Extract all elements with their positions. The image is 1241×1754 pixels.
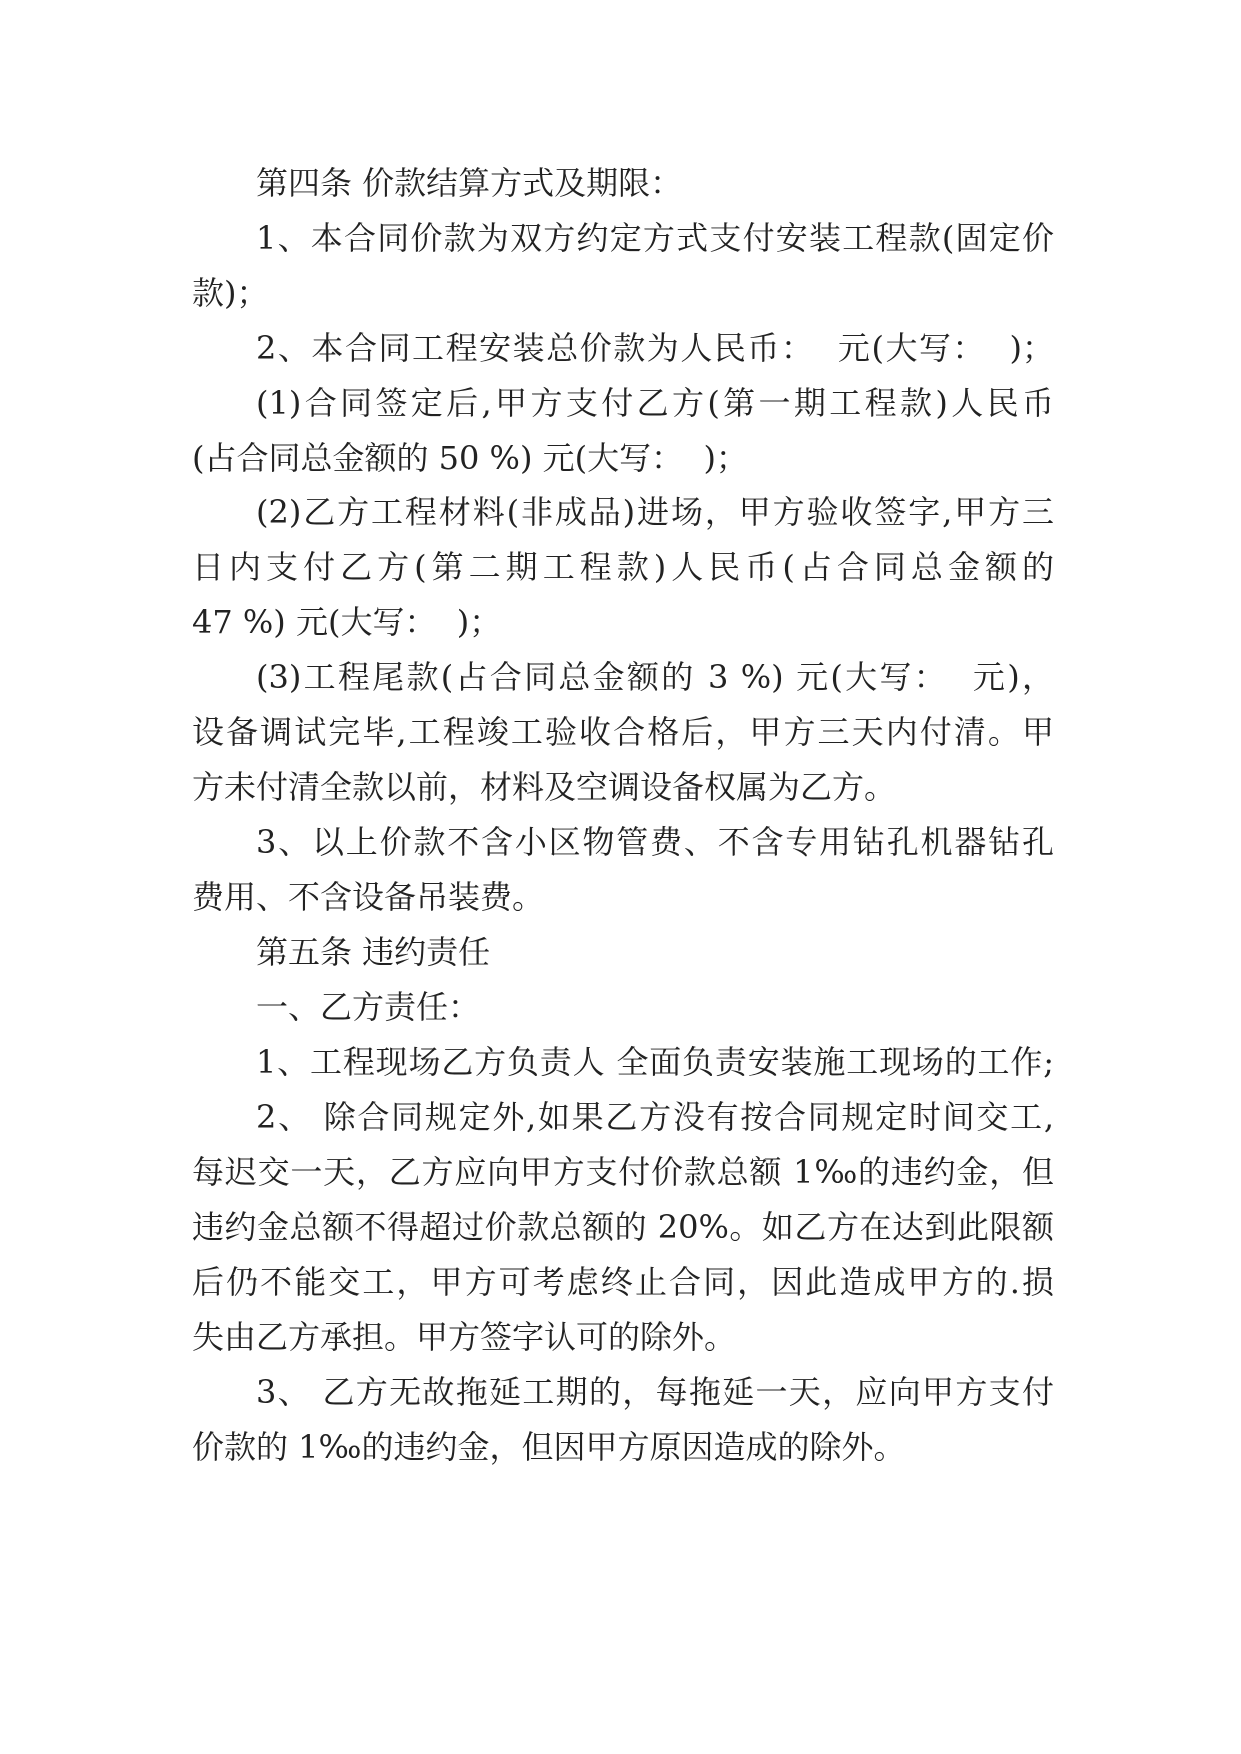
item3-line2: 费用、不含设备吊装费。 <box>192 878 545 916</box>
b3-line1: 3、 乙方无故拖延工期的，每拖延一天，应向甲方支付 <box>256 1373 1054 1411</box>
item1-line1: 1、本合同价款为双方约定方式支付安装工程款(固定价 <box>256 219 1054 257</box>
item1-line2: 款)； <box>192 274 269 312</box>
article5-title: 第五条 违约责任 <box>256 933 491 971</box>
b2-line5: 失由乙方承担。甲方签字认可的除外。 <box>192 1318 737 1356</box>
item3-line1: 3、以上价款不含小区物管费、不含专用钻孔机器钻孔 <box>256 823 1054 861</box>
sub3-line2: 设备调试完毕,工程竣工验收合格后，甲方三天内付清。甲 <box>192 713 1054 751</box>
sub1-line1: (1)合同签定后,甲方支付乙方(第一期工程款)人民币 <box>256 384 1054 422</box>
sub3-line1: (3)工程尾款(占合同总金额的 3 %) 元(大写： 元)， <box>256 658 1054 696</box>
b2-line1: 2、 除合同规定外,如果乙方没有按合同规定时间交工, <box>256 1098 1054 1136</box>
sub2-line1: (2)乙方工程材料(非成品)进场，甲方验收签字,甲方三 <box>256 493 1054 531</box>
b1: 1、工程现场乙方负责人 全面负责安装施工现场的工作; <box>256 1043 1054 1081</box>
b2-line2: 每迟交一天，乙方应向甲方支付价款总额 1‰的违约金，但 <box>192 1153 1054 1191</box>
b2-line4: 后仍不能交工，甲方可考虑终止合同，因此造成甲方的.损 <box>192 1263 1054 1301</box>
sub1-line2: (占合同总金额的 50 %) 元(大写： )； <box>192 439 748 477</box>
partyb-title: 一、乙方责任： <box>256 988 481 1026</box>
b3-line2: 价款的 1‰的违约金，但因甲方原因造成的除外。 <box>192 1428 906 1466</box>
sub2-line2: 日内支付乙方(第二期工程款)人民币(占合同总金额的 <box>192 548 1054 586</box>
b2-line3: 违约金总额不得超过价款总额的 20%。如乙方在达到此限额 <box>192 1208 1054 1246</box>
sub2-line3: 47 %) 元(大写： )； <box>192 603 502 641</box>
item2: 2、本合同工程安装总价款为人民币： 元(大写： )； <box>256 329 1054 367</box>
sub3-line3: 方未付清全款以前，材料及空调设备权属为乙方。 <box>192 768 897 806</box>
article4-title: 第四条 价款结算方式及期限： <box>256 164 683 202</box>
